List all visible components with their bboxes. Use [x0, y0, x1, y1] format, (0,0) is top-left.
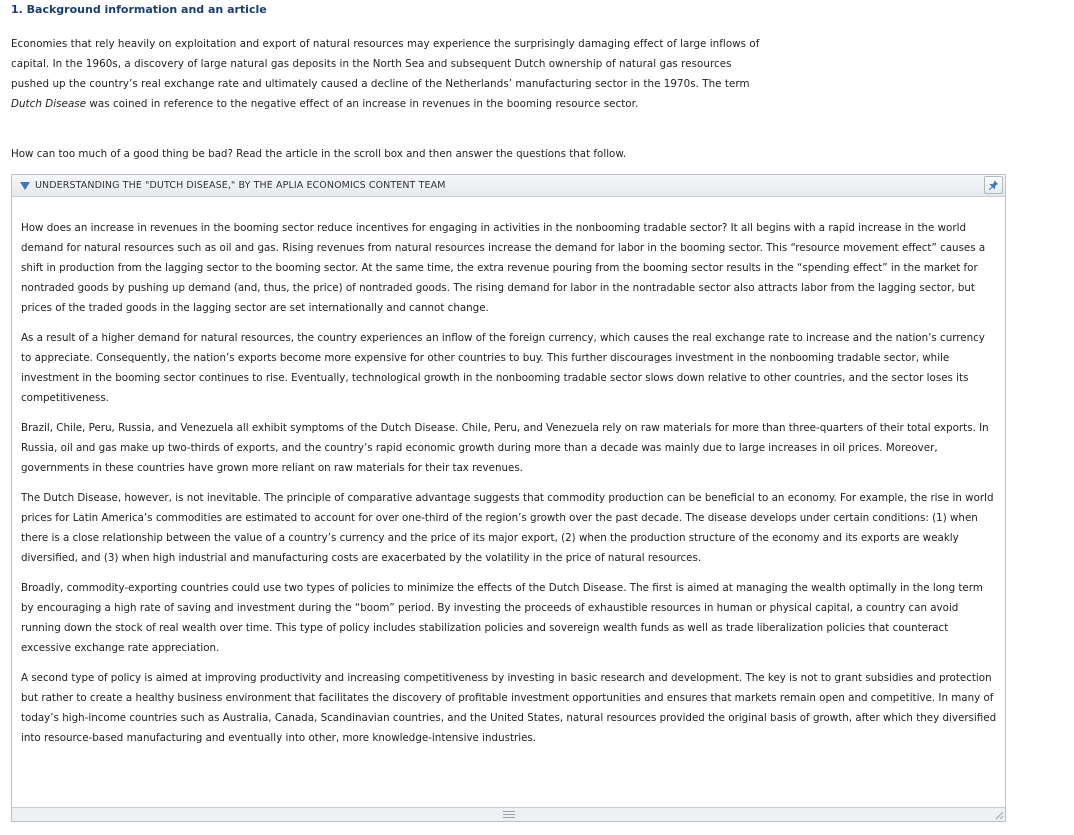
reading-prompt: How can too much of a good thing be bad? Read the article in the scroll box and then answer the questions that follow.: [11, 148, 627, 160]
pin-button[interactable]: [984, 176, 1003, 194]
article-body: [21, 218, 997, 758]
article-header[interactable]: [12, 175, 1005, 197]
section-title: 1. Background information and an article: [11, 3, 267, 16]
pin-icon: [988, 179, 999, 191]
triangle-down-icon[interactable]: [20, 182, 30, 190]
intro-term: Dutch Disease: [11, 98, 87, 110]
article-paragraph: The Dutch Disease, however, is not inevitable. The principle of comparative advantage suggests that commodity production can be beneficial to an economy. For example, the rise in world prices for Latin America’s commodities are estimated to account for over one-third of the region’s growth over the past decade. The disease develops under certain conditions: (1) when there is a close relationship between the value of a country’s currency and the price of its major export, (2) when the production structure of the economy and its exports are weakly diversified, and (3) when high industrial and manufacturing costs are exacerbated by the volatility in the price of natural resources.: [21, 492, 994, 564]
article-scroll-box[interactable]: [11, 174, 1006, 822]
intro-paragraph: [11, 34, 771, 114]
article-title: UNDERSTANDING THE "DUTCH DISEASE," BY THE APLIA ECONOMICS CONTENT TEAM: [35, 180, 446, 191]
intro-text-end: was coined in reference to the negative effect of an increase in revenues in the booming resource sector.: [86, 98, 639, 110]
resize-grip-icon[interactable]: [503, 811, 515, 818]
article-paragraph: Broadly, commodity-exporting countries could use two types of policies to minimize the effects of the Dutch Disease. The first is aimed at managing the wealth optimally in the long term by encouraging a high rate of saving and investment during the “boom” period. By investing the proceeds of exhaustible resources in human or physical capital, a country can avoid running down the stock of real wealth over time. This type of policy includes stabilization policies and sovereign wealth funds as well as trade liberalization policies that counteract excessive exchange rate appreciation.: [21, 582, 983, 654]
article-paragraph: As a result of a higher demand for natural resources, the country experiences an inflow of the foreign currency, which causes the real exchange rate to increase and the nation’s currency to appreciate. Consequently, the nation’s exports become more expensive for other countries to buy. This further discourages investment in the nonbooming tradable sector, while investment in the booming sector continues to rise. Eventually, technological growth in the nonbooming tradable sector slows down relative to other countries, and the sector loses its competitiveness.: [21, 332, 985, 404]
article-paragraph: Brazil, Chile, Peru, Russia, and Venezuela all exhibit symptoms of the Dutch Disease. Chile, Peru, and Venezuela rely on raw materials for more than three-quarters of their total exports. In Russia, oil and gas make up two-thirds of exports, and the country’s rapid economic growth during more than a decade was mainly due to large increases in oil prices. Moreover, governments in these countries have grown more reliant on raw materials for their tax revenues.: [21, 422, 989, 474]
article-paragraph: A second type of policy is aimed at improving productivity and increasing competitiveness by investing in basic research and development. The key is not to grant subsidies and protection but rather to create a healthy business environment that facilitates the discovery of profitable investment opportunities and ensures that markets remain open and competitive. In many of today’s high-income countries such as Australia, Canada, Scandinavian countries, and the United States, natural resources provided the original basis of growth, after which they diversified into resource-based manufacturing and eventually into other, more knowledge-intensive industries.: [21, 672, 997, 744]
intro-text-start: Economies that rely heavily on exploitation and export of natural resources may experience the surprisingly damaging effect of large inflows of capital. In the 1960s, a discovery of large natural gas deposits in the North Sea and subsequent Dutch ownership of natural gas resources pushed up the country’s real exchange rate and ultimately caused a decline of the Netherlands’ manufacturing sector in the 1970s. The term: [11, 38, 760, 90]
article-paragraph: How does an increase in revenues in the booming sector reduce incentives for engaging in activities in the nonbooming tradable sector? It all begins with a rapid increase in the world demand for natural resources such as oil and gas. Rising revenues from natural resources increase the demand for labor in the booming sector. This “resource movement effect” causes a shift in production from the lagging sector to the booming sector. At the same time, the extra revenue pouring from the booming sector results in the “spending effect” in the market for nontraded goods by pushing up demand (and, thus, the price) of nontraded goods. The rising demand for labor in the nontradable sector also attracts labor from the lagging sector, but prices of the traded goods in the lagging sector are set internationally and cannot change.: [21, 222, 986, 314]
resize-corner-icon[interactable]: [994, 810, 1004, 820]
article-footer: [12, 807, 1005, 821]
